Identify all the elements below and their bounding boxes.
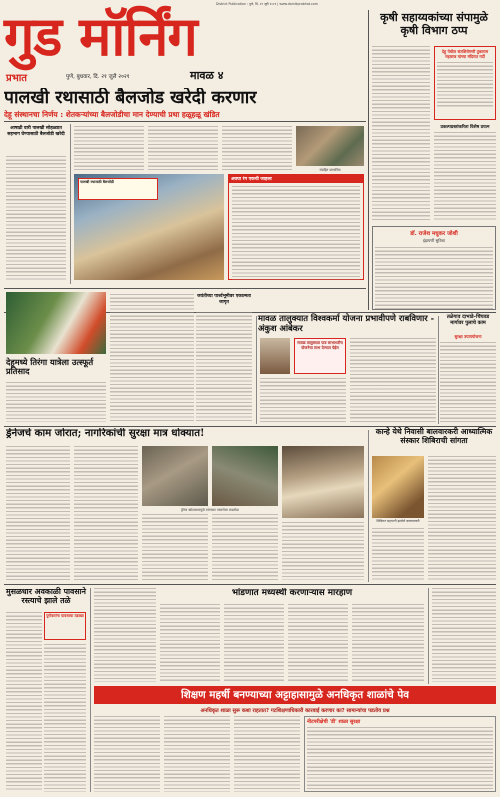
row2-col1-body [6,382,106,422]
lead-divider [70,124,71,284]
row2-col2-body [196,312,252,422]
right-box2-sub: इंद्रायणी सुविधा [422,238,446,243]
row4-divider-1 [90,588,91,792]
bottom-right-box [304,716,496,792]
lead-inset-photo [296,126,364,166]
banner-subhead: अनधिकृत शाळा सुरू कशा राहतात? गटशिक्षणाधिकारी कारवाई करणार का? सामान्यांचा पडतोय प्रश्न [200,708,390,714]
row2-main-body-1 [260,378,346,422]
lead-body-2 [148,126,218,170]
row4-center-body-3 [288,604,348,682]
row3-caption-right: शिबिरात सहभागी झालेले बालवारकरी [376,519,420,523]
row4-rule [4,584,496,585]
row2-col5-sub: सुरक्षा उपाययोजना [454,334,482,339]
right-headline: कृषी सहाय्यकांच्या संपामुळे कृषी विभाग ठप्प [380,11,488,37]
masthead [4,6,244,84]
row3-left-headline: ड्रेनेजचे काम जोरात; नागरिकांची सुरक्षा मात्र धोक्यात! [6,428,205,439]
right-body-1 [372,46,430,222]
row2-divider-2 [438,316,439,424]
row4-left-headline: मुसळधार अवकाळी पावसाने रस्त्याचे झाले तळे [6,587,86,605]
row4-right-body [432,588,496,682]
row3-right-body-1 [428,456,496,580]
row2-col1-headline: देहूमध्ये तिरंगा यात्रेला उत्स्फूर्त प्रतिसाद [6,357,94,377]
row3-body-2 [74,446,138,580]
row2-main-headline: मावळ तालुक्यात विश्वकर्मा योजना प्रभावीपणे राबविणार - अंकुश आंबेकर [258,313,435,333]
banner-headline: शिक्षण महर्षी बनण्याच्या अट्टाहासामुळे अनधिकृत शाळांचे पेव [180,689,410,701]
row4-left-sub-box [44,612,86,640]
row2-col2-title: जयंतीच्या पार्श्वभूमीवर एकात्मता जागृत [197,294,251,305]
row3-body-5 [282,522,364,580]
row4-left-sub: पुणेकरांना पावसाचा तडाखा [46,613,84,618]
lead-photo-caption: पालखी रथासाठी बैलजोडी [80,180,114,184]
lead-box [228,174,364,280]
lead-side-body [6,156,66,280]
banner-body-1 [94,716,160,792]
row2-col1b-body [110,294,194,422]
lead-side-kicker: आषाढी वारी पालखी सोहळ्यात सहभाग घेण्यासाठी बैलजोडी खरेदी [7,126,65,137]
row3-photo-right [372,456,424,518]
right-body-2 [434,132,496,222]
lead-body-1 [74,126,144,170]
right-box2-body [375,247,493,309]
top-meta: District Publication : पुणे, दि. २१ जुलै २०२१ | www.dainikprabhat.com [216,2,318,6]
publisher-logo: प्रभात [6,73,28,84]
row4-left-body-1 [6,612,42,792]
row3-photo-3 [282,446,364,518]
row3-body-3 [142,514,208,580]
row2-divider [256,316,257,424]
right-box-body [437,62,493,108]
row2-col5-body [440,342,496,422]
lead-rule [4,121,366,122]
red-banner [94,686,496,704]
lead-box-body [232,186,360,280]
lead-caption-2: संग्रहित छायाचित्र [319,168,341,172]
row4-center-headline: भांडणात मध्यस्थी करणाऱ्यास मारहाण [231,588,353,598]
right-box-title: देहू येथील संतशिरोमणी तुकाराम महाराज यांच्या मंदिरात गर्दी [441,49,489,59]
bottom-right-box-body [307,727,493,789]
row2-quote-box [294,338,346,374]
column-divider [368,10,369,310]
row4-center-body-2 [224,604,284,682]
masthead-title: गुड मॉर्निंग [4,5,197,68]
row3-caption-left: ड्रेनेज खोदकामामुळे रस्त्यावर पसरलेला राडारोडा [181,508,239,512]
bottom-right-box-title: नीटपरीक्षेची 'डी' शाळा सुरक्षा [307,719,361,725]
row2-quote: मावळ तालुक्यात पात्र लाभार्थ्यांना योजनेचा लाभ देण्यात येईल [297,340,343,350]
row4-divider-2 [428,588,429,684]
row3-divider [368,430,369,582]
lead-headline: पालखी रथासाठी बैलजोड खरेदी करणार [4,88,257,108]
right-box-2 [372,226,496,310]
row2-photo [6,292,106,354]
row3-photo-2 [212,446,278,506]
row3-body-1 [6,446,70,580]
row2-main-body-2 [350,338,436,422]
banner-body-2 [164,716,230,792]
row3-photo-1 [142,446,208,506]
row3-right-body-2 [372,528,424,580]
row2-portrait [260,338,290,374]
row4-col2-body [94,588,156,682]
lead-body-3 [222,126,292,170]
row4-center-body-4 [352,604,424,682]
right-subhead: प्रकल्पग्रस्तांकरिता विशेष प्रयत्न [440,125,490,130]
row3-right-headline: कान्हे येथे निवासी बालवारकरी आध्यात्मिक संस्कार शिबिराची सांगता [375,427,493,445]
dateline: पुणे, बुधवार, दि. २१ जुलै २०२१ [66,74,130,80]
row2-rule [4,288,366,289]
lead-subhead: देहू संस्थानचा निर्णय : शेतकऱ्यांच्या बैलजोडीचा मान देण्याची प्रथा हळूहळू खंडित [4,110,220,119]
row2-col5-headline: तळेगाव दाभाडे–चिंचवड मार्गावर पुलाचे काम [446,314,490,326]
lead-box-title: अवघा रंग एकची जाहला [229,175,363,183]
right-box2-title: डॉ. राजेश मधुकर जोशी [410,231,458,237]
lead-photo-box [78,178,158,200]
row3-body-4 [212,514,278,580]
page-label: मावळ ४ [190,69,224,82]
banner-body-3 [234,716,300,792]
row4-left-body-2 [44,644,86,792]
row4-center-body-1 [160,604,220,682]
right-info-box [434,46,496,120]
